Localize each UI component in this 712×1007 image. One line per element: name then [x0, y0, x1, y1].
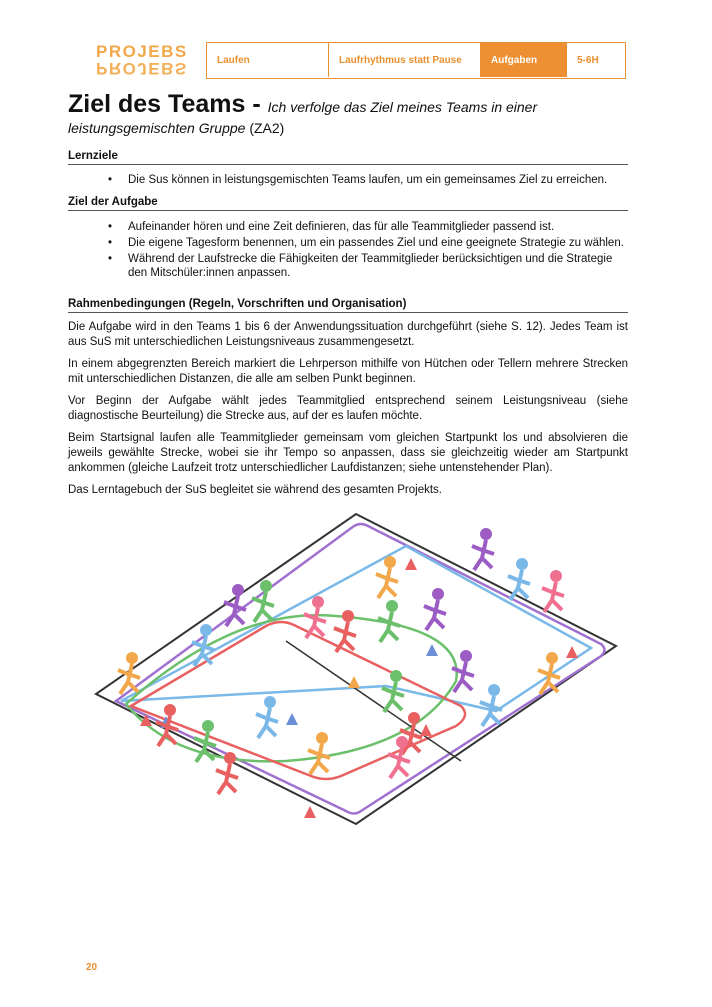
cone: [426, 644, 438, 656]
tab-level[interactable]: 5-6H: [577, 54, 599, 66]
list-item: • Aufeinander hören und eine Zeit definieren, das für alle Teammitglieder passend ist.: [68, 220, 628, 234]
track-purple: [116, 524, 605, 814]
runner: [472, 528, 494, 570]
list-item: • Während der Laufstrecke die Fähigkeiten der Teammitglieder berücksichtigen und die Strategie den Mitschüler:innen anpassen.: [68, 252, 628, 280]
tab-laufrhythmus[interactable]: Laufrhythmus statt Pause: [329, 43, 481, 77]
header-breadcrumb: [206, 42, 626, 79]
runner: [252, 580, 274, 622]
rahmen-paragraph: Beim Startsignal laufen alle Teammitglieder gemeinsam vom gleichen Startpunkt los und absolvieren die jeweils gewählte Strecke, wobei sie ihr Tempo so anpassen, dass sie gleichzeitig wieder am Startpunkt ankommen (gleiche Laufzeit trotz unterschiedlicher Laufdistanzen; siehe untenstehender Plan).: [68, 432, 628, 474]
running-field-illustration: [86, 506, 626, 826]
title-subtitle: Ich verfolge das Ziel meines Teams in einer leistungsgemischten Gruppe: [68, 99, 538, 136]
cone: [286, 713, 298, 725]
tab-aufgaben[interactable]: Aufgaben: [481, 43, 567, 77]
cone: [566, 646, 578, 658]
runner: [378, 600, 400, 642]
runner: [382, 670, 404, 712]
ziel-list: [68, 220, 628, 282]
lernziele-heading: Lernziele: [68, 150, 628, 165]
rahmen-paragraph: Die Aufgabe wird in den Teams 1 bis 6 der Anwendungssituation durchgeführt (siehe S. 12). Jedes Team ist aus SuS mit unterschiedlichen Leistungsniveaus zusammengesetzt.: [68, 321, 628, 348]
runner: [542, 570, 564, 612]
page-title: [68, 90, 648, 139]
list-item: • Die eigene Tagesform benennen, um ein passendes Ziel und eine geeignete Strategie zu wählen.: [68, 236, 628, 250]
track-red: [131, 622, 465, 779]
page-number: 20: [86, 962, 98, 973]
runner: [216, 752, 238, 794]
rahmen-paragraph: Das Lerntagebuch der SuS begleitet sie während des gesamten Projekts.: [68, 484, 442, 496]
runner: [256, 696, 278, 738]
runner: [118, 652, 140, 694]
title-code: (ZA2): [245, 120, 285, 136]
list-item: • Die Sus können in leistungsgemischten Teams laufen, um ein gemeinsames Ziel zu erreichen.: [68, 173, 628, 187]
title-dash: -: [245, 90, 268, 118]
logo-text: PROJEBS: [96, 42, 188, 61]
lernziele-list: [68, 173, 628, 189]
title-main: Ziel des Teams: [68, 90, 246, 118]
tab-laufen[interactable]: Laufen: [207, 43, 329, 77]
logo-text-mirror: PROJEBS: [96, 59, 188, 78]
rahmen-paragraph: In einem abgegrenzten Bereich markiert die Lehrperson mithilfe von Hütchen oder Tellern mehrere Strecken mit unterschiedlichen Distanzen, die alle am selben Punkt beginnen.: [68, 358, 628, 385]
field-outline: [96, 514, 616, 824]
runner: [388, 736, 410, 778]
projebs-logo: [96, 43, 192, 79]
runner: [424, 588, 446, 630]
rahmen-paragraph: Vor Beginn der Aufgabe wählt jedes Teammitglied entsprechend seinem Leistungsniveau (siehe diagnostische Beurteilung) die Strecke aus, auf der es laufen möchte.: [68, 395, 628, 422]
cone: [405, 558, 417, 570]
cone: [304, 806, 316, 818]
runner: [480, 684, 502, 726]
runner: [308, 732, 330, 774]
cone: [348, 676, 360, 688]
runner: [376, 556, 398, 598]
cone: [420, 724, 432, 736]
runner: [452, 650, 474, 692]
rahmen-heading: Rahmenbedingungen (Regeln, Vorschriften und Organisation): [68, 298, 628, 313]
ziel-heading: Ziel der Aufgabe: [68, 196, 628, 211]
